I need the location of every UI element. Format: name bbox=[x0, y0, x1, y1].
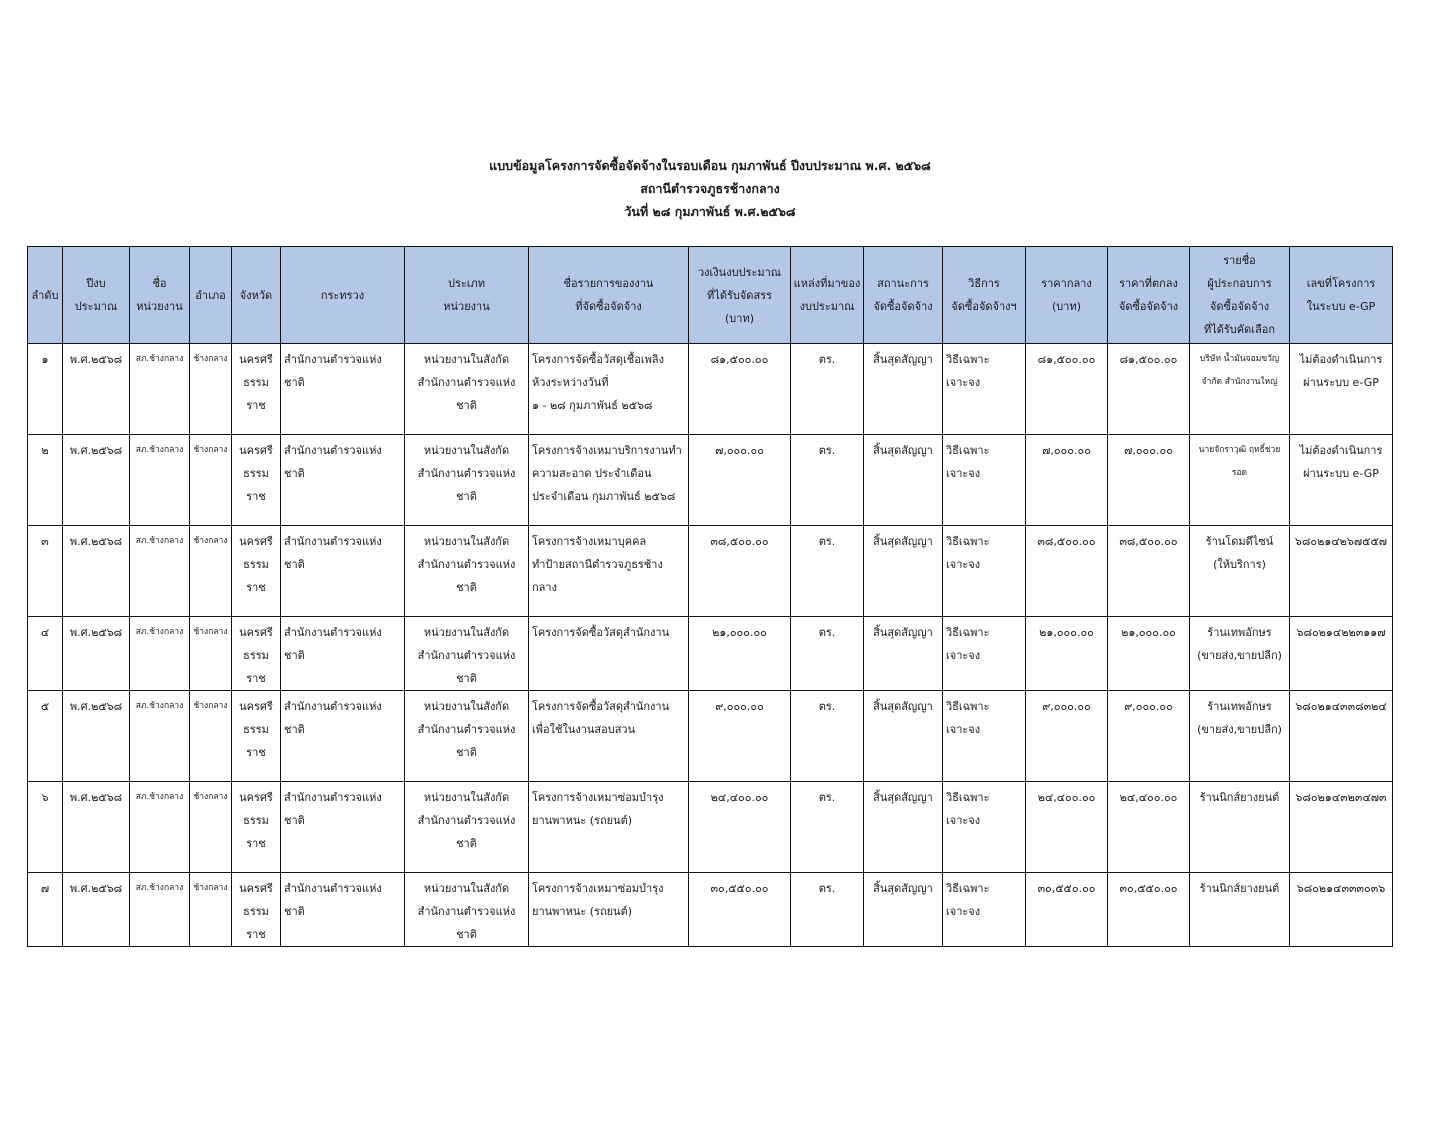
cell-province: นครศรี ธรรมราช bbox=[232, 526, 281, 617]
cell-no: ๗ bbox=[28, 873, 63, 947]
cell-vendor: ร้านโดมดีไซน์ (ให้บริการ) bbox=[1190, 526, 1290, 617]
cell-province: นครศรี ธรรมราช bbox=[232, 435, 281, 526]
cell-vendor: ร้านเทพอักษร (ขายส่ง,ขายปลีก) bbox=[1190, 691, 1290, 782]
cell-agreed-price: ๘๑,๕๐๐.๐๐ bbox=[1108, 344, 1190, 435]
cell-project: โครงการจัดซื้อวัสดุเชื้อเพลิง ห้วงระหว่างวันที่ ๑ - ๒๘ กุมภาพันธ์ ๒๕๖๘ bbox=[529, 344, 689, 435]
table-row bbox=[28, 691, 1393, 782]
cell-method: วิธีเฉพาะเจาะจง bbox=[943, 782, 1026, 873]
document-title: แบบข้อมูลโครงการจัดซื้อจัดจ้างในรอบเดือน กุมภาพันธ์ ปีงบประมาณ พ.ศ. ๒๕๖๘ bbox=[489, 158, 931, 173]
cell-budget-source: ตร. bbox=[791, 873, 864, 947]
cell-status: สิ้นสุดสัญญา bbox=[864, 526, 943, 617]
header-province: จังหวัด bbox=[232, 247, 281, 344]
cell-ministry: สำนักงานตำรวจแห่งชาติ bbox=[281, 526, 405, 617]
header-method: วิธีการ จัดซื้อจัดจ้างฯ bbox=[943, 247, 1026, 344]
cell-ministry: สำนักงานตำรวจแห่งชาติ bbox=[281, 782, 405, 873]
cell-no: ๖ bbox=[28, 782, 63, 873]
header-agreed-price: ราคาที่ตกลง จัดซื้อจัดจ้าง bbox=[1108, 247, 1190, 344]
cell-agreed-price: ๒๔,๔๐๐.๐๐ bbox=[1108, 782, 1190, 873]
cell-fiscal-year: พ.ศ.๒๕๖๘ bbox=[63, 435, 130, 526]
cell-vendor: บริษัท น้ำมันจอมขวัญ จำกัด สำนักงานใหญ่ bbox=[1190, 344, 1290, 435]
cell-budget: ๓๘,๕๐๐.๐๐ bbox=[689, 526, 791, 617]
cell-district: ช้างกลาง bbox=[190, 526, 232, 617]
cell-median-price: ๓๘,๕๐๐.๐๐ bbox=[1026, 526, 1108, 617]
cell-budget: ๓๐,๕๕๐.๐๐ bbox=[689, 873, 791, 947]
cell-method: วิธีเฉพาะเจาะจง bbox=[943, 617, 1026, 691]
cell-ministry: สำนักงานตำรวจแห่งชาติ bbox=[281, 873, 405, 947]
cell-project: โครงการจ้างเหมาบุคคล ทำป้ายสถานีตำรวจภูธรช้างกลาง bbox=[529, 526, 689, 617]
header-ministry: กระทรวง bbox=[281, 247, 405, 344]
cell-province: นครศรี ธรรมราช bbox=[232, 782, 281, 873]
cell-agency-type: หน่วยงานในสังกัด สำนักงานตำรวจแห่งชาติ bbox=[405, 344, 529, 435]
cell-vendor: ร้านเทพอักษร (ขายส่ง,ขายปลีก) bbox=[1190, 617, 1290, 691]
table-row bbox=[28, 526, 1393, 617]
header-budget: วงเงินงบประมาณ ที่ได้รับจัดสรร (บาท) bbox=[689, 247, 791, 344]
cell-no: ๔ bbox=[28, 617, 63, 691]
cell-ministry: สำนักงานตำรวจแห่งชาติ bbox=[281, 691, 405, 782]
cell-vendor: ร้านนิกส์ยางยนต์ bbox=[1190, 782, 1290, 873]
cell-budget: ๙,๐๐๐.๐๐ bbox=[689, 691, 791, 782]
cell-unit: สภ.ช้างกลาง bbox=[130, 344, 190, 435]
cell-province: นครศรี ธรรมราช bbox=[232, 691, 281, 782]
cell-no: ๑ bbox=[28, 344, 63, 435]
cell-egp-number: ๖๘๐๒๑๔๓๒๓๔๗๓ bbox=[1290, 782, 1393, 873]
cell-district: ช้างกลาง bbox=[190, 344, 232, 435]
cell-status: สิ้นสุดสัญญา bbox=[864, 344, 943, 435]
header-median-price: ราคากลาง (บาท) bbox=[1026, 247, 1108, 344]
cell-method: วิธีเฉพาะเจาะจง bbox=[943, 435, 1026, 526]
cell-unit: สภ.ช้างกลาง bbox=[130, 617, 190, 691]
cell-district: ช้างกลาง bbox=[190, 782, 232, 873]
cell-method: วิธีเฉพาะเจาะจง bbox=[943, 526, 1026, 617]
header-fiscal-year: ปีงบ ประมาณ bbox=[63, 247, 130, 344]
cell-unit: สภ.ช้างกลาง bbox=[130, 526, 190, 617]
table-body bbox=[28, 344, 1393, 947]
document-header bbox=[0, 154, 1420, 223]
cell-agency-type: หน่วยงานในสังกัด สำนักงานตำรวจแห่งชาติ bbox=[405, 435, 529, 526]
cell-vendor: ร้านนิกส์ยางยนต์ bbox=[1190, 873, 1290, 947]
header-project: ชื่อรายการของงาน ที่จัดซื้อจัดจ้าง bbox=[529, 247, 689, 344]
table-header bbox=[28, 247, 1393, 344]
table-row bbox=[28, 873, 1393, 947]
header-no: ลำดับ bbox=[28, 247, 63, 344]
cell-project: โครงการจัดซื้อวัสดุสำนักงาน bbox=[529, 617, 689, 691]
cell-district: ช้างกลาง bbox=[190, 617, 232, 691]
cell-fiscal-year: พ.ศ.๒๕๖๘ bbox=[63, 873, 130, 947]
cell-budget-source: ตร. bbox=[791, 617, 864, 691]
cell-agreed-price: ๗,๐๐๐.๐๐ bbox=[1108, 435, 1190, 526]
cell-ministry: สำนักงานตำรวจแห่งชาติ bbox=[281, 435, 405, 526]
cell-unit: สภ.ช้างกลาง bbox=[130, 873, 190, 947]
cell-egp-number: ไม่ต้องดำเนินการ ผ่านระบบ e-GP bbox=[1290, 435, 1393, 526]
cell-budget-source: ตร. bbox=[791, 435, 864, 526]
table-row bbox=[28, 344, 1393, 435]
header-agency-type: ประเภท หน่วยงาน bbox=[405, 247, 529, 344]
cell-status: สิ้นสุดสัญญา bbox=[864, 691, 943, 782]
cell-agency-type: หน่วยงานในสังกัด สำนักงานตำรวจแห่งชาติ bbox=[405, 873, 529, 947]
cell-unit: สภ.ช้างกลาง bbox=[130, 691, 190, 782]
cell-status: สิ้นสุดสัญญา bbox=[864, 782, 943, 873]
cell-vendor: นายจักราวุฒิ ฤทธิ์ช่วยรอด bbox=[1190, 435, 1290, 526]
cell-project: โครงการจัดซื้อวัสดุสำนักงาน เพื่อใช้ในงานสอบสวน bbox=[529, 691, 689, 782]
document-date: วันที่ ๒๘ กุมภาพันธ์ พ.ศ.๒๕๖๘ bbox=[624, 204, 796, 219]
cell-budget-source: ตร. bbox=[791, 526, 864, 617]
cell-budget-source: ตร. bbox=[791, 344, 864, 435]
cell-unit: สภ.ช้างกลาง bbox=[130, 782, 190, 873]
cell-budget: ๘๑,๕๐๐.๐๐ bbox=[689, 344, 791, 435]
cell-district: ช้างกลาง bbox=[190, 435, 232, 526]
cell-method: วิธีเฉพาะเจาะจง bbox=[943, 344, 1026, 435]
cell-unit: สภ.ช้างกลาง bbox=[130, 435, 190, 526]
header-egp-number: เลขที่โครงการ ในระบบ e-GP bbox=[1290, 247, 1393, 344]
table-row bbox=[28, 617, 1393, 691]
cell-method: วิธีเฉพาะเจาะจง bbox=[943, 691, 1026, 782]
cell-median-price: ๒๔,๔๐๐.๐๐ bbox=[1026, 782, 1108, 873]
cell-fiscal-year: พ.ศ.๒๕๖๘ bbox=[63, 344, 130, 435]
cell-agreed-price: ๒๑,๐๐๐.๐๐ bbox=[1108, 617, 1190, 691]
cell-egp-number: ๖๘๐๒๑๔๓๓๓๐๓๖ bbox=[1290, 873, 1393, 947]
cell-province: นครศรี ธรรมราช bbox=[232, 617, 281, 691]
cell-budget-source: ตร. bbox=[791, 691, 864, 782]
procurement-table bbox=[27, 246, 1393, 947]
cell-fiscal-year: พ.ศ.๒๕๖๘ bbox=[63, 782, 130, 873]
cell-budget: ๒๑,๐๐๐.๐๐ bbox=[689, 617, 791, 691]
cell-ministry: สำนักงานตำรวจแห่งชาติ bbox=[281, 344, 405, 435]
table-row bbox=[28, 435, 1393, 526]
cell-ministry: สำนักงานตำรวจแห่งชาติ bbox=[281, 617, 405, 691]
cell-district: ช้างกลาง bbox=[190, 873, 232, 947]
cell-no: ๒ bbox=[28, 435, 63, 526]
cell-agency-type: หน่วยงานในสังกัด สำนักงานตำรวจแห่งชาติ bbox=[405, 526, 529, 617]
cell-province: นครศรี ธรรมราช bbox=[232, 873, 281, 947]
cell-agency-type: หน่วยงานในสังกัด สำนักงานตำรวจแห่งชาติ bbox=[405, 691, 529, 782]
cell-egp-number: ๖๘๐๒๑๔๒๒๓๑๑๗ bbox=[1290, 617, 1393, 691]
station-name: สถานีตำรวจภูธรช้างกลาง bbox=[640, 181, 780, 196]
cell-agreed-price: ๓๘,๕๐๐.๐๐ bbox=[1108, 526, 1190, 617]
cell-no: ๓ bbox=[28, 526, 63, 617]
cell-method: วิธีเฉพาะเจาะจง bbox=[943, 873, 1026, 947]
cell-median-price: ๓๐,๕๕๐.๐๐ bbox=[1026, 873, 1108, 947]
cell-median-price: ๙,๐๐๐.๐๐ bbox=[1026, 691, 1108, 782]
cell-district: ช้างกลาง bbox=[190, 691, 232, 782]
cell-agreed-price: ๓๐,๕๕๐.๐๐ bbox=[1108, 873, 1190, 947]
header-district: อำเภอ bbox=[190, 247, 232, 344]
cell-budget: ๗,๐๐๐.๐๐ bbox=[689, 435, 791, 526]
header-vendor: รายชื่อ ผู้ประกอบการ จัดซื้อจัดจ้าง ที่ได้รับคัดเลือก bbox=[1190, 247, 1290, 344]
cell-status: สิ้นสุดสัญญา bbox=[864, 873, 943, 947]
table-row bbox=[28, 782, 1393, 873]
header-budget-source: แหล่งที่มาของ งบประมาณ bbox=[791, 247, 864, 344]
header-unit: ชื่อ หน่วยงาน bbox=[130, 247, 190, 344]
cell-budget: ๒๔,๔๐๐.๐๐ bbox=[689, 782, 791, 873]
header-status: สถานะการ จัดซื้อจัดจ้าง bbox=[864, 247, 943, 344]
cell-fiscal-year: พ.ศ.๒๕๖๘ bbox=[63, 617, 130, 691]
cell-agreed-price: ๙,๐๐๐.๐๐ bbox=[1108, 691, 1190, 782]
cell-status: สิ้นสุดสัญญา bbox=[864, 617, 943, 691]
cell-project: โครงการจ้างเหมาซ่อมบำรุง ยานพาหนะ (รถยนต์) bbox=[529, 873, 689, 947]
cell-egp-number: ๖๘๐๒๑๔๒๖๗๕๕๗ bbox=[1290, 526, 1393, 617]
cell-egp-number: ๖๘๐๒๑๔๓๓๘๓๒๔ bbox=[1290, 691, 1393, 782]
cell-agency-type: หน่วยงานในสังกัด สำนักงานตำรวจแห่งชาติ bbox=[405, 782, 529, 873]
header-row bbox=[28, 247, 1393, 344]
cell-egp-number: ไม่ต้องดำเนินการ ผ่านระบบ e-GP bbox=[1290, 344, 1393, 435]
cell-no: ๕ bbox=[28, 691, 63, 782]
cell-fiscal-year: พ.ศ.๒๕๖๘ bbox=[63, 526, 130, 617]
cell-median-price: ๒๑,๐๐๐.๐๐ bbox=[1026, 617, 1108, 691]
cell-status: สิ้นสุดสัญญา bbox=[864, 435, 943, 526]
cell-agency-type: หน่วยงานในสังกัด สำนักงานตำรวจแห่งชาติ bbox=[405, 617, 529, 691]
cell-fiscal-year: พ.ศ.๒๕๖๘ bbox=[63, 691, 130, 782]
cell-project: โครงการจ้างเหมาบริการงานทำ ความสะอาด ประจำเดือน ประจำเดือน กุมภาพันธ์ ๒๕๖๘ bbox=[529, 435, 689, 526]
cell-province: นครศรี ธรรมราช bbox=[232, 344, 281, 435]
cell-median-price: ๗,๐๐๐.๐๐ bbox=[1026, 435, 1108, 526]
cell-median-price: ๘๑,๕๐๐.๐๐ bbox=[1026, 344, 1108, 435]
cell-project: โครงการจ้างเหมาซ่อมบำรุง ยานพาหนะ (รถยนต์) bbox=[529, 782, 689, 873]
cell-budget-source: ตร. bbox=[791, 782, 864, 873]
